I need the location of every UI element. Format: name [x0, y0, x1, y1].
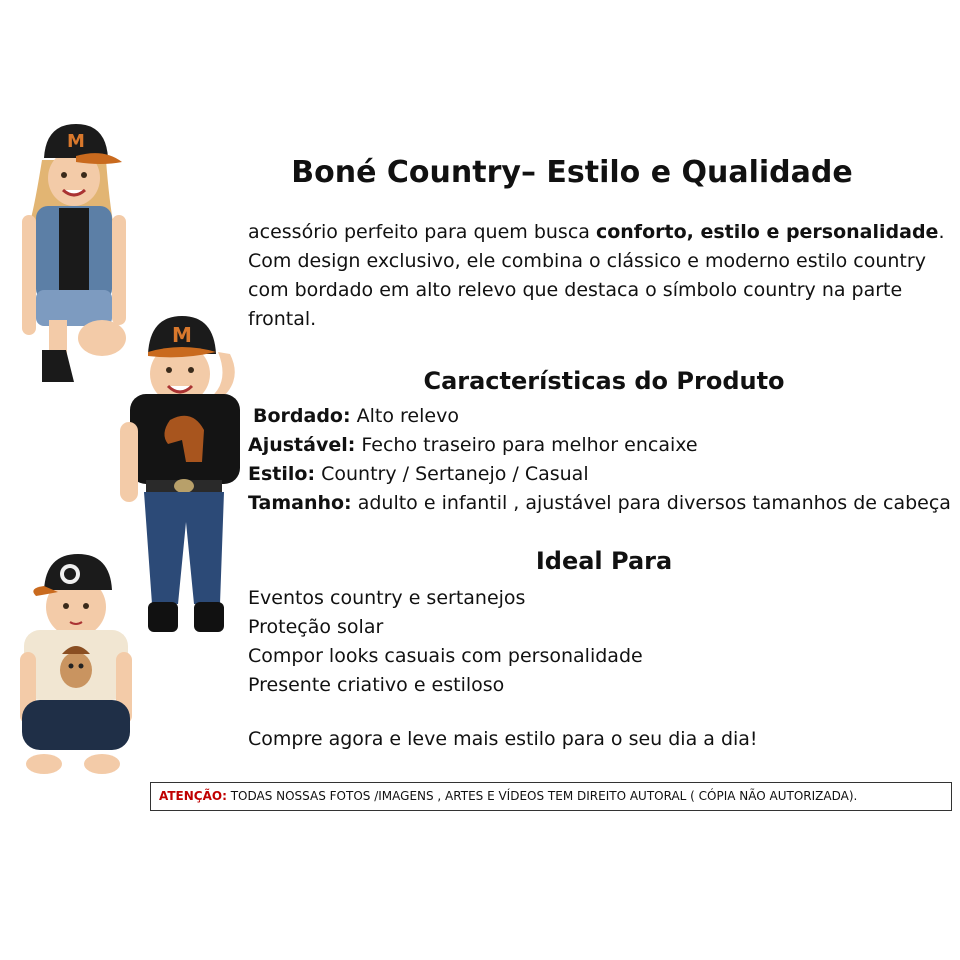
intro-line-2: Com design exclusivo, ele combina o clássico e moderno estilo country [248, 250, 926, 272]
intro-text: acessório perfeito para quem busca [248, 221, 596, 243]
ideal-item: Proteção solar [248, 616, 384, 638]
feature-value: Alto relevo [350, 405, 459, 427]
feature-item [248, 460, 951, 489]
ideal-heading: Ideal Para [535, 547, 673, 575]
features-list [248, 402, 951, 518]
svg-text:M: M [172, 323, 192, 347]
feature-label: Tamanho: [248, 492, 352, 514]
baby-with-cap-image [18, 552, 134, 778]
feature-label: Estilo: [248, 463, 316, 485]
call-to-action: Compre agora e leve mais estilo para o seu dia a dia! [248, 728, 758, 750]
intro-bold-text: conforto, estilo e personalidade [595, 221, 939, 243]
intro-paragraph [248, 218, 948, 334]
feature-value: Country / Sertanejo / Casual [315, 463, 589, 485]
ideal-item: Presente criativo e estiloso [248, 674, 505, 696]
intro-line-1 [248, 218, 948, 247]
intro-line-3: com bordado em alto relevo que destaca o símbolo country na parte [248, 279, 903, 301]
feature-value: adulto e infantil , ajustável para diversos tamanhos de cabeça [351, 492, 951, 514]
feature-label: Bordado: [253, 405, 351, 427]
features-heading: Características do Produto [423, 367, 785, 395]
feature-item [248, 489, 951, 518]
product-title: Boné Country– Estilo e Qualidade [291, 155, 853, 190]
notice-warning-label: ATENÇÃO: [159, 789, 227, 803]
feature-item [248, 402, 951, 431]
feature-item [248, 431, 951, 460]
ideal-item: Compor looks casuais com personalidade [248, 645, 643, 667]
notice-text: TODAS NOSSAS FOTOS /IMAGENS , ARTES E VÍDEOS TEM DIREITO AUTORAL ( CÓPIA NÃO AUTORIZADA). [226, 789, 858, 803]
ideal-list [248, 584, 643, 700]
ideal-item: Eventos country e sertanejos [248, 587, 526, 609]
intro-line-4: frontal. [248, 308, 317, 330]
feature-value: Fecho traseiro para melhor encaixe [355, 434, 698, 456]
boy-with-cap-image [112, 312, 260, 637]
feature-label: Ajustável: [248, 434, 356, 456]
intro-period: . [938, 221, 945, 243]
copyright-notice [150, 782, 952, 811]
svg-text:M: M [67, 131, 85, 152]
